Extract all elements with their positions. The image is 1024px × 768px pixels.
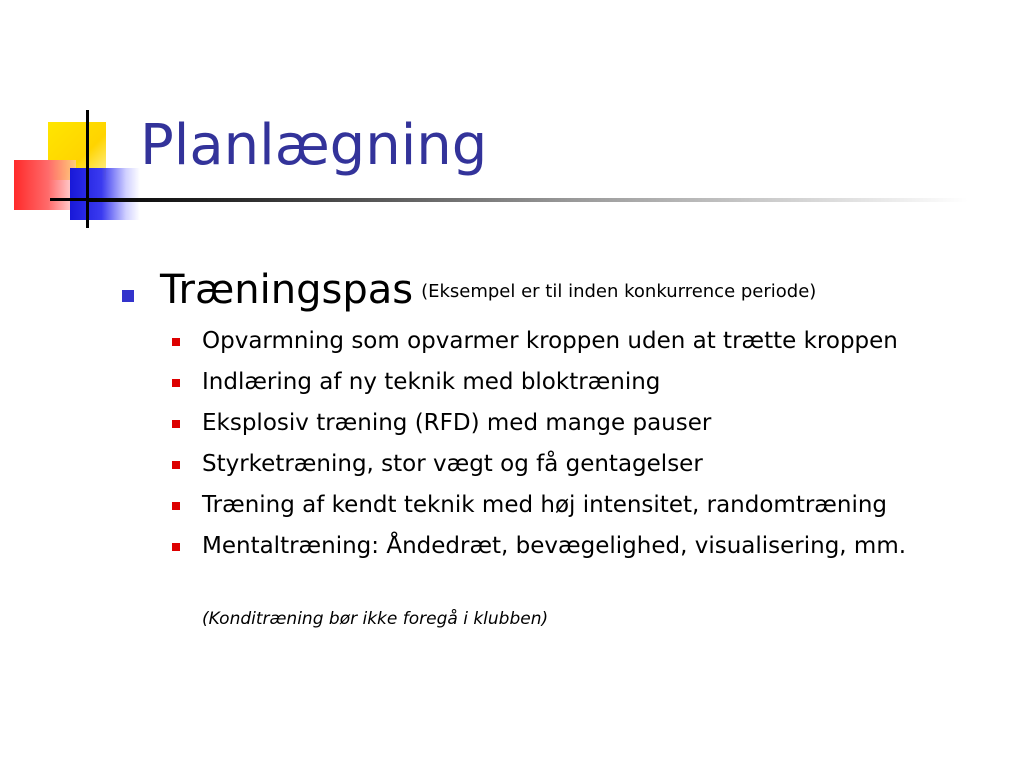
- footnote: (Konditræning bør ikke foregå i klubben): [202, 609, 549, 629]
- red-square-bullet-icon: [172, 543, 180, 551]
- red-square-bullet-icon: [172, 461, 180, 469]
- slide-title: Planlægning: [140, 113, 488, 178]
- red-square: [14, 160, 76, 210]
- decorative-squares-logo: [0, 0, 150, 240]
- list-item-text: Indlæring af ny teknik med bloktræning: [202, 369, 661, 395]
- red-square-bullet-icon: [172, 338, 180, 346]
- list-item-text: Eksplosiv træning (RFD) med mange pauser: [202, 410, 712, 436]
- blue-square: [70, 168, 140, 220]
- list-item-text: Styrketræning, stor vægt og få gentagelser: [202, 451, 703, 477]
- red-square-bullet-icon: [172, 379, 180, 387]
- list-item-text: Mentaltræning: Åndedræt, bevægelighed, visualisering, mm.: [202, 533, 907, 559]
- red-square-bullet-icon: [172, 420, 180, 428]
- main-bullet-label: Træningspas: [160, 267, 414, 313]
- main-bullet-note: (Eksempel er til inden konkurrence periode): [421, 281, 817, 302]
- square-bullet-icon: [122, 290, 134, 302]
- list-item-text: Træning af kendt teknik med høj intensitet, randomtræning: [202, 492, 888, 518]
- logo-vertical-line: [86, 110, 89, 228]
- title-underline: [88, 198, 968, 202]
- red-square-bullet-icon: [172, 502, 180, 510]
- main-bullet-text: [160, 262, 816, 320]
- list-item-text: Opvarmning som opvarmer kroppen uden at trætte kroppen: [202, 328, 898, 354]
